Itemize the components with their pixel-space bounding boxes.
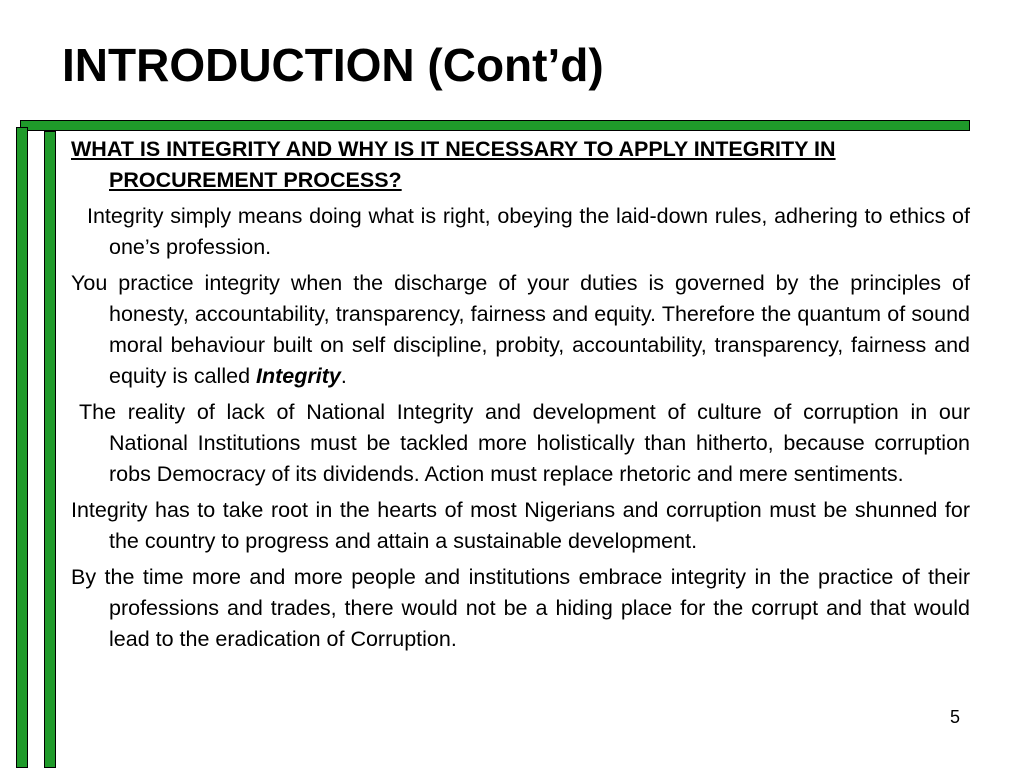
paragraph-root-integrity: Integrity has to take root in the hearts of most Nigerians and corruption must be shunned for the country to progress and attain a sustainable development. — [71, 498, 970, 553]
slide-body — [71, 134, 970, 660]
slide-title: INTRODUCTION (Cont’d) — [62, 39, 604, 91]
paragraph-integrity-definition: Integrity simply means doing what is right, obeying the laid-down rules, adhering to ethics of one’s profession. — [87, 204, 970, 259]
vertical-accent-bar-left — [16, 127, 28, 768]
paragraph-embrace-integrity: By the time more and more people and institutions embrace integrity in the practice of their professions and trades, there would not be a hiding place for the corrupt and that would lead to the eradication of Corruption. — [71, 565, 970, 651]
paragraph-practice-integrity-text: You practice integrity when the discharge of your duties is governed by the principles of honesty, accountability, transparency, fairness and equity. Therefore the quantum of sound moral behaviour built on self discipline, probity, accountability, transparency, fairness and equity is called — [71, 271, 970, 388]
paragraph-practice-integrity — [71, 268, 970, 392]
paragraph-practice-integrity-end: . — [340, 364, 347, 388]
page-number: 5 — [950, 707, 961, 727]
integrity-emphasis: Integrity — [256, 364, 341, 388]
horizontal-accent-bar — [20, 120, 970, 131]
section-heading: WHAT IS INTEGRITY AND WHY IS IT NECESSARY TO APPLY INTEGRITY IN PROCUREMENT PROCESS? — [71, 137, 836, 192]
paragraph-national-integrity: The reality of lack of National Integrity and development of culture of corruption in our National Institutions must be tackled more holistically than hitherto, because corruption robs Democracy of its dividends. Action must replace rhetoric and mere sentiments. — [79, 400, 970, 486]
vertical-accent-bar-right — [44, 131, 56, 768]
